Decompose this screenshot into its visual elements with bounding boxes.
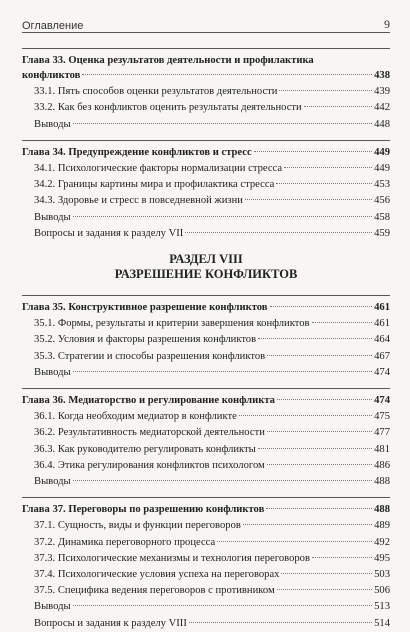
toc-entry-text: 35.3. Стратегии и способы разрешения конфликтов	[34, 350, 266, 362]
chapter-block	[22, 381, 390, 490]
chapter-divider	[22, 48, 390, 49]
toc-entry[interactable]	[22, 161, 390, 177]
toc-entry[interactable]	[22, 332, 390, 348]
toc-entry[interactable]	[22, 599, 390, 615]
section-heading	[22, 252, 390, 282]
chapter-entry[interactable]	[22, 300, 390, 316]
dot-leader	[185, 232, 372, 233]
toc-entry-page: 506	[374, 585, 390, 597]
chapter-entry[interactable]	[22, 68, 390, 84]
chapter-entry-page: 449	[374, 146, 390, 158]
dot-leader	[267, 464, 372, 465]
toc-entry[interactable]	[22, 177, 390, 193]
toc-entry-page: 481	[374, 443, 390, 455]
chapter-entry-page: 461	[374, 302, 390, 314]
toc-entry-page: 475	[374, 411, 390, 423]
toc-entry[interactable]	[22, 84, 390, 100]
chapters-after-section	[22, 288, 390, 632]
toc-entry-page: 439	[374, 86, 390, 98]
toc-entry-page: 456	[374, 195, 390, 207]
chapter-entry-text: Глава 35. Конструктивное разрешение конфликтов	[22, 302, 268, 314]
toc-entry-text: 37.4. Психологические условия успеха на переговорах	[34, 569, 280, 581]
toc-entry-text: Выводы	[34, 601, 71, 613]
toc-entry-page: 513	[374, 601, 390, 613]
chapter-title-line: Глава 33. Оценка результатов деятельности и профилактика	[22, 55, 314, 66]
dot-leader	[276, 183, 372, 184]
toc-entry-text: 33.1. Пять способов оценки результатов деятельности	[34, 86, 278, 98]
dot-leader	[312, 322, 373, 323]
toc-entry-text: 37.2. Динамика переговорного процесса	[34, 536, 216, 548]
toc-entry-text: 34.1. Психологические факторы нормализации стресса	[34, 163, 283, 175]
chapter-divider	[22, 497, 390, 498]
chapter-divider	[22, 295, 390, 296]
dot-leader	[73, 605, 372, 606]
toc-entry-text: Выводы	[34, 366, 71, 378]
toc-entry[interactable]	[22, 518, 390, 534]
toc-entry-page: 489	[374, 520, 390, 532]
toc-entry[interactable]	[22, 458, 390, 474]
toc-entry-page: 459	[374, 227, 390, 239]
page-number: 9	[384, 17, 390, 31]
toc-entry-text: 37.3. Психологические механизмы и технология переговоров	[34, 552, 310, 564]
chapter-entry-text: Глава 37. Переговоры по разрешению конфликтов	[22, 504, 265, 516]
toc-entry-page: 453	[374, 179, 390, 191]
toc-entry-text: 36.4. Этика регулирования конфликтов психологом	[34, 459, 265, 471]
toc-entry[interactable]	[22, 226, 390, 242]
chapter-entry[interactable]	[22, 393, 390, 409]
dot-leader	[304, 106, 372, 107]
dot-leader	[243, 524, 372, 525]
toc-entry-text: Вопросы и задания к разделу VII	[34, 227, 184, 239]
toc-entry-text: Вопросы и задания к разделу VIII	[34, 617, 187, 629]
toc-entry-page: 474	[374, 366, 390, 378]
toc-entry-text: Выводы	[34, 118, 71, 130]
toc-entry[interactable]	[22, 616, 390, 632]
chapter-entry-text: конфликтов	[22, 70, 81, 81]
dot-leader	[277, 399, 372, 400]
toc-entry[interactable]	[22, 551, 390, 567]
toc-entry-text: 35.1. Формы, результаты и критерии завершения конфликтов	[34, 318, 310, 330]
dot-leader	[73, 371, 372, 372]
toc-entry[interactable]	[22, 583, 390, 599]
toc-entry-text: 33.2. Как без конфликтов оценить результаты деятельности	[34, 102, 302, 114]
toc-entry[interactable]	[22, 425, 390, 441]
dot-leader	[239, 415, 372, 416]
toc-entry-text: 36.3. Как руководителю регулировать конфликты	[34, 443, 256, 455]
chapter-divider	[22, 140, 390, 141]
dot-leader	[245, 199, 372, 200]
chapter-block	[22, 133, 390, 242]
toc-entry-page: 458	[374, 211, 390, 223]
toc-entry-page: 461	[374, 318, 390, 330]
chapter-entry[interactable]	[22, 502, 390, 518]
chapters-before-section	[22, 46, 390, 242]
chapter-entry-text: Глава 36. Медиаторство и регулирование конфликта	[22, 395, 275, 407]
chapter-entry-text: Глава 34. Предупреждение конфликтов и стресс	[22, 146, 252, 158]
toc-entry-page: 514	[374, 617, 390, 629]
dot-leader	[73, 216, 372, 217]
toc-entry-text: 36.2. Результативность медиаторской деятельности	[34, 427, 265, 439]
toc-entry[interactable]	[22, 316, 390, 332]
running-title: Оглавление	[22, 20, 84, 32]
dot-leader	[279, 90, 372, 91]
dot-leader	[267, 431, 372, 432]
toc-entry[interactable]	[22, 210, 390, 226]
chapter-block	[22, 288, 390, 381]
chapter-entry-page: 474	[374, 395, 390, 407]
toc-entry-page: 442	[374, 102, 390, 114]
toc-entry-page: 503	[374, 569, 390, 581]
toc-entry[interactable]	[22, 474, 390, 490]
dot-leader	[266, 508, 372, 509]
toc-entry[interactable]	[22, 365, 390, 381]
chapter-entry-page: 438	[374, 70, 390, 81]
toc-entry-page: 464	[374, 334, 390, 346]
chapter-block	[22, 46, 390, 133]
dot-leader	[277, 589, 372, 590]
section-number: РАЗДЕЛ VIII	[169, 252, 243, 267]
toc-entry-page: 477	[374, 427, 390, 439]
dot-leader	[254, 151, 372, 152]
toc-entry[interactable]	[22, 567, 390, 583]
running-header	[22, 12, 390, 33]
toc-entry-text: 37.1. Сущность, виды и функции переговоров	[34, 520, 241, 532]
toc-entry[interactable]	[22, 193, 390, 209]
toc-entry-text: 34.2. Границы картины мира и профилактика стресса	[34, 179, 275, 191]
dot-leader	[217, 541, 372, 542]
toc-entry-page: 486	[374, 459, 390, 471]
section-title: РАЗРЕШЕНИЕ КОНФЛИКТОВ	[114, 267, 298, 282]
toc-entry-page: 448	[374, 118, 390, 130]
dot-leader	[267, 355, 372, 356]
toc-entry-text: 36.1. Когда необходим медиатор в конфликте	[34, 411, 237, 423]
chapter-entry[interactable]	[22, 145, 390, 161]
dot-leader	[281, 573, 372, 574]
dot-leader	[284, 167, 372, 168]
dot-leader	[73, 123, 372, 124]
dot-leader	[82, 74, 372, 75]
dot-leader	[270, 306, 373, 307]
toc-entry[interactable]	[22, 442, 390, 458]
toc-entry-page: 467	[374, 350, 390, 362]
toc-entry-page: 495	[374, 552, 390, 564]
toc-entry[interactable]	[22, 117, 390, 133]
toc-entry[interactable]	[22, 349, 390, 365]
chapter-block	[22, 490, 390, 632]
toc-entry-text: Выводы	[34, 476, 71, 488]
toc-entry-text: Выводы	[34, 211, 71, 223]
toc-entry-page: 488	[374, 476, 390, 488]
toc-entry[interactable]	[22, 535, 390, 551]
table-of-contents	[22, 46, 390, 632]
chapter-divider	[22, 388, 390, 389]
dot-leader	[73, 480, 372, 481]
dot-leader	[258, 448, 372, 449]
toc-entry-text: 34.3. Здоровье и стресс в повседневной жизни	[34, 195, 243, 207]
toc-entry[interactable]	[22, 100, 390, 116]
dot-leader	[312, 557, 372, 558]
toc-entry-page: 449	[374, 163, 390, 175]
dot-leader	[258, 338, 372, 339]
toc-entry-text: 35.2. Условия и факторы разрешения конфликтов	[34, 334, 257, 346]
toc-entry[interactable]	[22, 409, 390, 425]
toc-entry-page: 492	[374, 536, 390, 548]
chapter-entry-page: 488	[374, 504, 390, 516]
toc-entry-text: 37.5. Специфика ведения переговоров с противником	[34, 585, 275, 597]
